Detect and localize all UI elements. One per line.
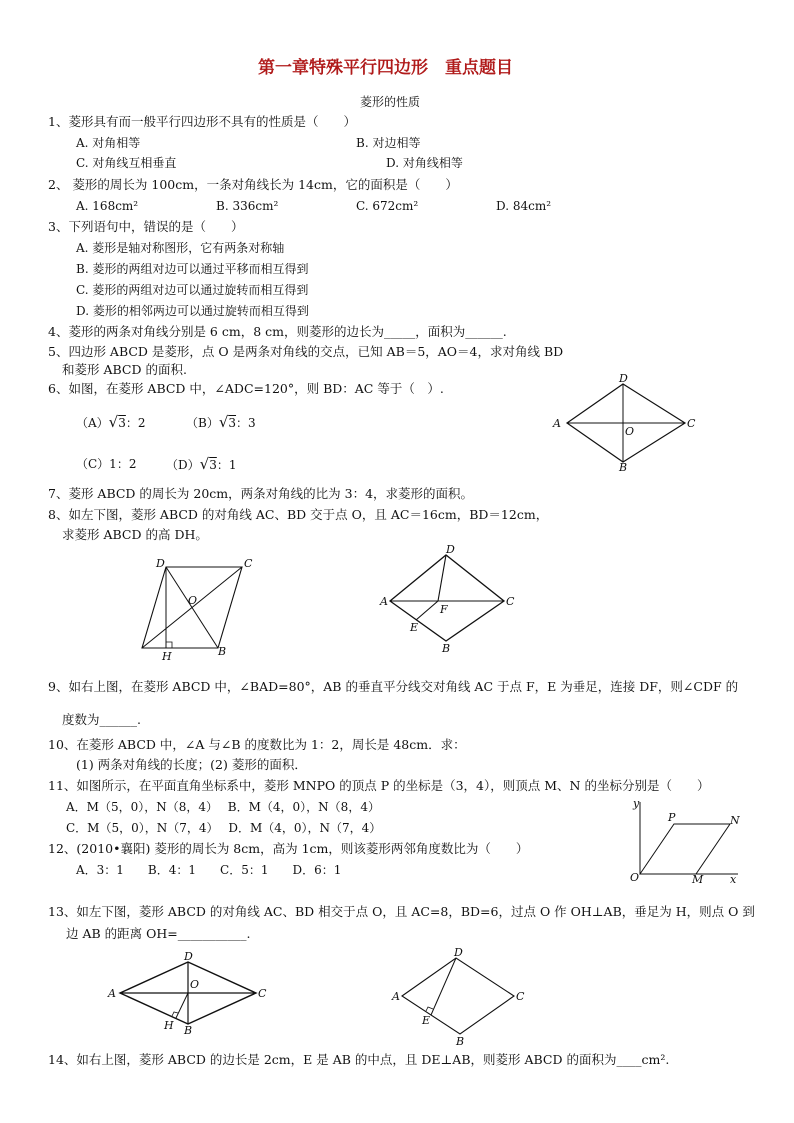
- q13-rhombus-figure: [106, 950, 276, 1040]
- fig-label-x: x: [730, 873, 737, 886]
- fig-label-a: A: [108, 987, 116, 1000]
- question-13-line-2: 边 AB 的距离 OH=___________.: [66, 926, 251, 941]
- fig-label-o: O: [188, 594, 198, 607]
- question-11: 11、如图所示，在平面直角坐标系中，菱形 MNPO 的顶点 P 的坐标是（3，4），则顶点 M、N 的坐标分别是（ ）: [48, 778, 710, 793]
- question-3: 3、下列语句中，错误的是（ ）: [48, 219, 244, 234]
- q11-coordinate-figure: [624, 798, 744, 888]
- fig-label-b: B: [456, 1035, 465, 1048]
- q11-options-cd: C．M（5，0），N（7，4） D．M（4，0），N（7，4）: [66, 821, 382, 835]
- q6-option-d: （D）√3：1: [166, 455, 237, 473]
- fig-label-d: D: [619, 372, 628, 385]
- fig-label-c: C: [687, 417, 696, 430]
- question-10-line-1: 10、在菱形 ABCD 中，∠A 与∠B 的度数比为 1：2，周长是 48cm．求：: [48, 737, 466, 752]
- section-subtitle: 菱形的性质: [360, 95, 421, 109]
- fig-label-d: D: [184, 950, 193, 963]
- question-4: 4、菱形的两条对角线分别是 6 cm，8 cm，则菱形的边长为_____，面积为______.: [48, 324, 507, 339]
- fig-label-c: C: [516, 990, 525, 1003]
- q11-options-ab: A．M（5，0），N（8，4） B．M（4，0），N（8，4）: [66, 800, 380, 814]
- question-8-line-2: 求菱形 ABCD 的高 DH。: [62, 527, 208, 542]
- question-10-line-2: (1) 两条对角线的长度；(2) 菱形的面积．: [76, 757, 307, 772]
- q6-rhombus-figure: [545, 372, 705, 472]
- fig-label-h: H: [164, 1019, 174, 1032]
- question-6: 6、如图，在菱形 ABCD 中，∠ADC=120°，则 BD：AC 等于（ ）.: [48, 381, 444, 396]
- question-5-line-1: 5、四边形 ABCD 是菱形，点 O 是两条对角线的交点，已知 AB＝5，AO＝4，求对角线 BD: [48, 344, 564, 359]
- fig-label-c: C: [506, 595, 515, 608]
- fig-label-b: B: [218, 645, 227, 658]
- question-8-line-1: 8、如左下图，菱形 ABCD 的对角线 AC、BD 交于点 O，且 AC＝16cm，BD＝12cm，: [48, 507, 549, 522]
- fig-label-m: M: [692, 873, 704, 886]
- q2-option-b: B. 336cm²: [216, 199, 279, 213]
- fig-label-y: y: [633, 797, 640, 810]
- q6-option-a: （A）√3：2: [76, 413, 146, 431]
- fig-label-a: A: [380, 595, 388, 608]
- q6-option-c: （C）1：2: [76, 457, 137, 471]
- fig-label-c: C: [244, 557, 253, 570]
- q3-option-c: C. 菱形的两组对边可以通过旋转而相互得到: [76, 283, 309, 297]
- fig-label-b: B: [442, 642, 451, 655]
- fig-label-f: F: [440, 603, 448, 616]
- fig-label-e: E: [422, 1014, 431, 1027]
- question-9-line-1: 9、如右上图，在菱形 ABCD 中，∠BAD=80°，AB 的垂直平分线交对角线 AC 于点 F，E 为垂足，连接 DF，则∠CDF 的: [48, 679, 739, 694]
- q1-option-a: A. 对角相等: [76, 136, 141, 150]
- question-13-line-1: 13、如左下图，菱形 ABCD 的对角线 AC、BD 相交于点 O，且 AC=8，BD=6，过点 O 作 OH⊥AB，垂足为 H，则点 O 到: [48, 904, 755, 919]
- q3-option-a: A. 菱形是轴对称图形，它有两条对称轴: [76, 241, 285, 255]
- q1-option-d: D. 对角线相等: [386, 156, 463, 170]
- question-1: 1、菱形具有而一般平行四边形不具有的性质是（ ）: [48, 114, 356, 129]
- q3-option-d: D. 菱形的相邻两边可以通过旋转而相互得到: [76, 304, 309, 318]
- question-12: 12、(2010•襄阳) 菱形的周长为 8cm，高为 1cm，则该菱形两邻角度数比为（ ）: [48, 841, 529, 856]
- fig-label-c: C: [258, 987, 267, 1000]
- fig-label-b: B: [184, 1024, 193, 1037]
- fig-label-d: D: [156, 557, 165, 570]
- q6-option-b: （B）√3：3: [186, 413, 256, 431]
- q8-rhombus-figure: [138, 555, 268, 665]
- fig-label-o: O: [190, 978, 200, 991]
- fig-label-e: E: [410, 621, 419, 634]
- q12-options: A．3：1 B．4：1 C．5：1 D．6：1: [76, 863, 342, 877]
- fig-label-a: A: [392, 990, 400, 1003]
- question-14: 14、如右上图，菱形 ABCD 的边长是 2cm，E 是 AB 的中点，且 DE⊥AB，则菱形 ABCD 的面积为____cm².: [48, 1052, 670, 1067]
- fig-label-d: D: [446, 543, 455, 556]
- q3-option-b: B. 菱形的两组对边可以通过平移而相互得到: [76, 262, 309, 276]
- q1-option-b: B. 对边相等: [356, 136, 421, 150]
- question-5-line-2: 和菱形 ABCD 的面积.: [62, 362, 187, 377]
- fig-label-d: D: [454, 946, 463, 959]
- fig-label-p: P: [668, 811, 676, 824]
- fig-label-a: A: [553, 417, 561, 430]
- question-2: 2、 菱形的周长为 100cm，一条对角线长为 14cm，它的面积是（ ）: [48, 177, 458, 192]
- question-7: 7、菱形 ABCD 的周长为 20cm，两条对角线的比为 3：4，求菱形的面积。: [48, 486, 474, 501]
- q1-option-c: C. 对角线互相垂直: [76, 156, 177, 170]
- fig-label-h: H: [162, 650, 172, 663]
- fig-label-n: N: [730, 814, 740, 827]
- fig-label-o: O: [630, 871, 640, 884]
- page-title: 第一章特殊平行四边形 重点题目: [258, 58, 513, 78]
- q2-option-c: C. 672cm²: [356, 199, 419, 213]
- q14-rhombus-figure: [386, 948, 536, 1048]
- question-9-line-2: 度数为______.: [62, 712, 141, 727]
- q9-rhombus-figure: [376, 545, 516, 655]
- fig-label-o: O: [625, 425, 635, 438]
- q2-option-d: D. 84cm²: [496, 199, 552, 213]
- q2-option-a: A. 168cm²: [76, 199, 139, 213]
- fig-label-b: B: [619, 461, 628, 474]
